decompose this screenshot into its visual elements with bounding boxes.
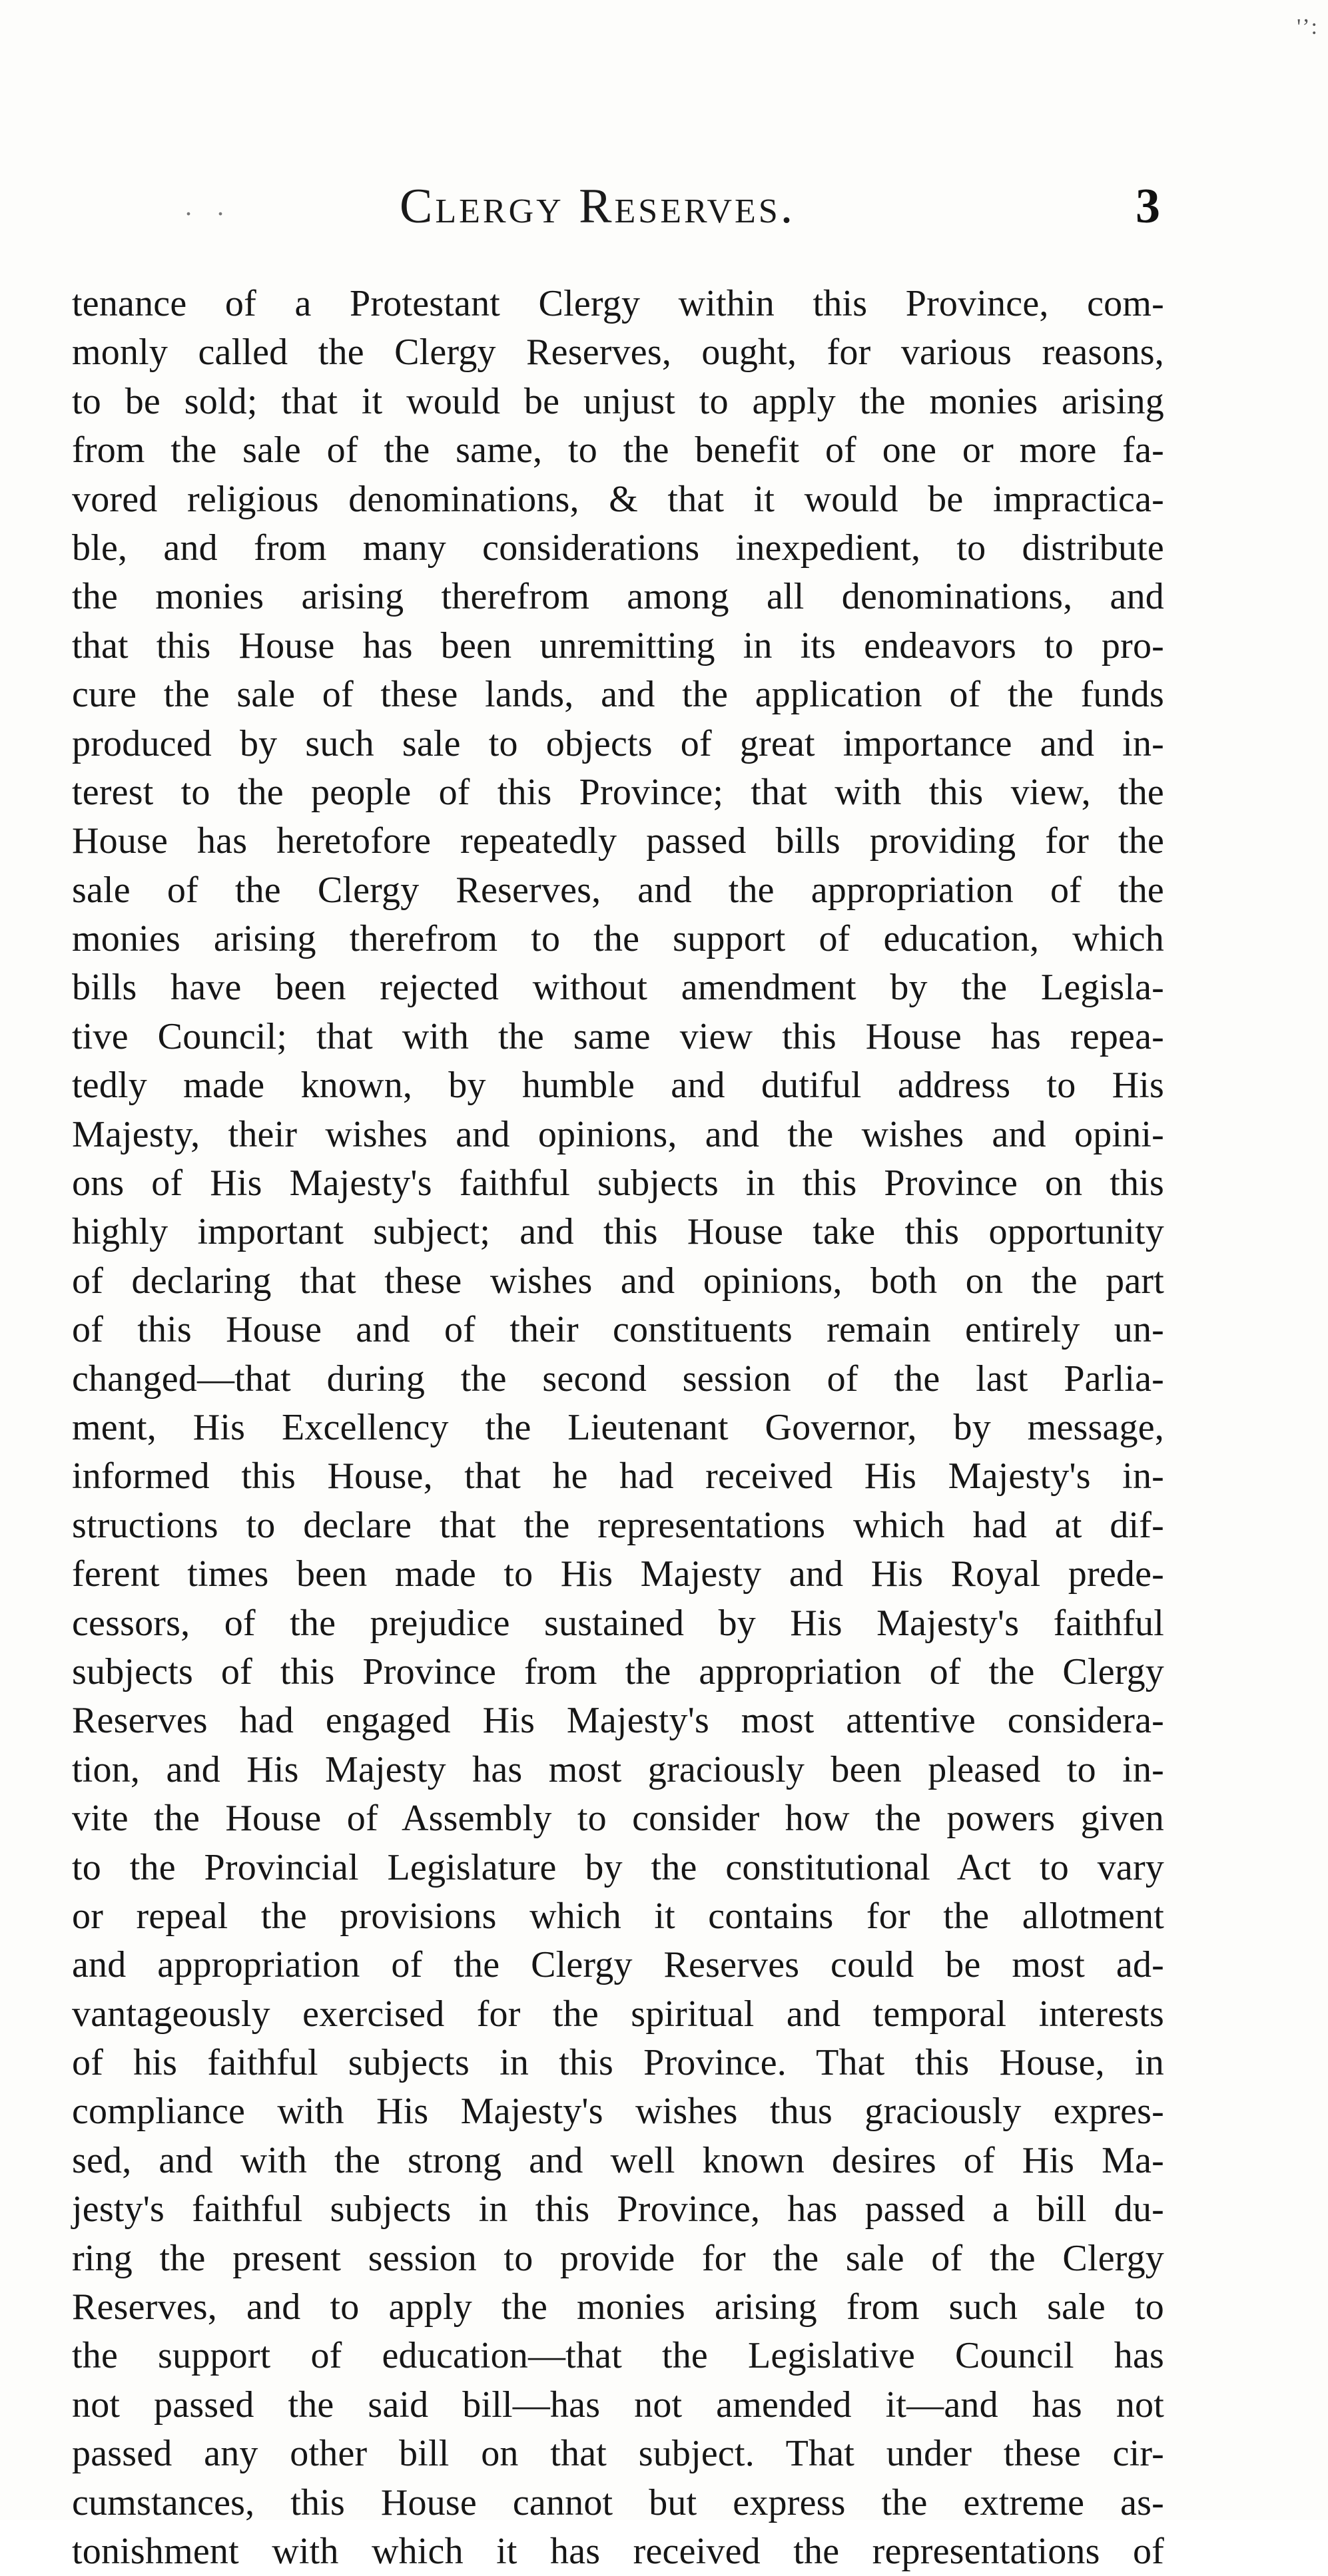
text-line: ons of His Majesty's faithful subjects in this Province on this [72,1162,1164,1204]
text-line: monly called the Clergy Reserves, ought, for various reasons, [72,332,1164,374]
text-line: sed, and with the strong and well known desires of His Ma- [72,2139,1164,2181]
text-line: tedly made known, by humble and dutiful address to His [72,1065,1164,1107]
text-line: the support of education—that the Legislative Council has [72,2335,1164,2377]
text-line: of his faithful subjects in this Province. That this House, in [72,2042,1164,2084]
text-line: vored religious denominations, & that it would be impractica- [72,478,1164,520]
text-line: monies arising therefrom to the support of education, which [72,918,1164,960]
text-line: passed any other bill on that subject. That under these cir- [72,2433,1164,2475]
text-line: sale of the Clergy Reserves, and the appropriation of the [72,869,1164,911]
text-line: Reserves had engaged His Majesty's most attentive considera- [72,1700,1164,1742]
text-line: ble, and from many considerations inexpedient, to distribute [72,527,1164,569]
text-line: that this House has been unremitting in its endeavors to pro- [72,625,1164,666]
text-line: bills have been rejected without amendment by the Legisla- [72,967,1164,1009]
text-line: from the sale of the same, to the benefit of one or more fa- [72,429,1164,471]
corner-mark: '’: [1297,15,1319,39]
text-line: ring the present session to provide for the sale of the Clergy [72,2237,1164,2279]
text-line: Majesty, their wishes and opinions, and the wishes and opini- [72,1113,1164,1155]
running-head-title: Clergy Reserves. [400,179,796,234]
text-line: to the Provincial Legislature by the constitutional Act to vary [72,1846,1164,1888]
text-line: compliance with His Majesty's wishes thus graciously expres- [72,2091,1164,2133]
running-head [0,178,1328,238]
text-line: informed this House, that he had received His Majesty's in- [72,1455,1164,1497]
text-line: tenance of a Protestant Clergy within this Province, com- [72,283,1164,324]
running-head-dots: . . [185,191,233,221]
page-number: 3 [1136,179,1160,234]
text-line: of declaring that these wishes and opinions, both on the part [72,1260,1164,1302]
text-line: Reserves, and to apply the monies arising from such sale to [72,2286,1164,2328]
text-line: or repeal the provisions which it contains for the allotment [72,1895,1164,1937]
text-line: terest to the people of this Province; that with this view, the [72,771,1164,813]
text-line: vantageously exercised for the spiritual and temporal interests [72,1993,1164,2035]
text-line: ferent times been made to His Majesty and His Royal prede- [72,1553,1164,1595]
text-line: the monies arising therefrom among all denominations, and [72,576,1164,618]
text-line: subjects of this Province from the appropriation of the Clergy [72,1651,1164,1692]
text-line: highly important subject; and this House take this opportunity [72,1211,1164,1253]
text-line: ment, His Excellency the Lieutenant Governor, by message, [72,1406,1164,1448]
body-text [72,280,1164,2576]
text-line: produced by such sale to objects of great importance and in- [72,722,1164,764]
text-line: jesty's faithful subjects in this Province, has passed a bill du- [72,2189,1164,2230]
text-line: vite the House of Assembly to consider how the powers given [72,1798,1164,1840]
text-line: cessors, of the prejudice sustained by His Majesty's faithful [72,1602,1164,1644]
text-line: tion, and His Majesty has most graciously been pleased to in- [72,1748,1164,1790]
text-line: tive Council; that with the same view this House has repea- [72,1015,1164,1057]
text-line: House has heretofore repeatedly passed bills providing for the [72,820,1164,862]
text-line: to be sold; that it would be unjust to apply the monies arising [72,380,1164,422]
text-line: of this House and of their constituents remain entirely un- [72,1309,1164,1351]
text-line: and appropriation of the Clergy Reserves could be most ad- [72,1944,1164,1986]
text-line: structions to declare that the representations which had at dif- [72,1504,1164,1546]
text-line: changed—that during the second session of the last Parlia- [72,1358,1164,1400]
text-line: cure the sale of these lands, and the application of the funds [72,674,1164,716]
text-line: cumstances, this House cannot but express the extreme as- [72,2481,1164,2523]
text-line: tonishment with which it has received the representations of [72,2530,1164,2572]
text-line: not passed the said bill—has not amended it—and has not [72,2384,1164,2426]
